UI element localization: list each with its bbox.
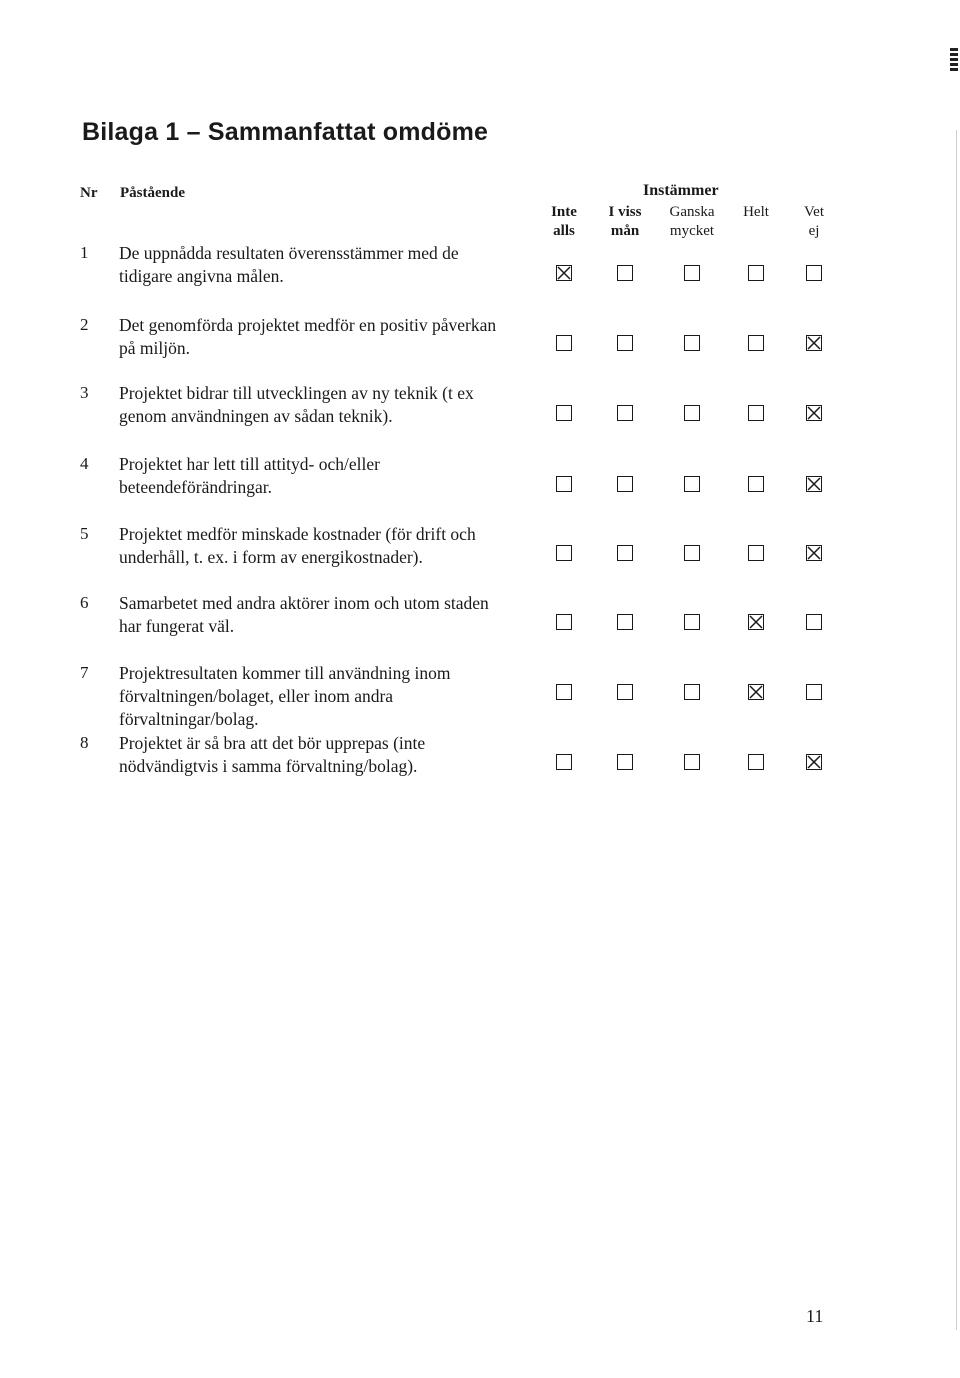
- rating-checkbox-2[interactable]: [617, 684, 633, 700]
- page-number: 11: [806, 1306, 824, 1326]
- rating-checkbox-5[interactable]: [806, 265, 822, 281]
- rating-checkbox-3[interactable]: [684, 265, 700, 281]
- statement-text: Projektet har lett till attityd- och/eller beteendeförändringar.: [119, 454, 380, 497]
- rating-checkbox-5[interactable]: [806, 684, 822, 700]
- rating-checkbox-3[interactable]: [684, 754, 700, 770]
- rating-column-header-5: [774, 203, 854, 241]
- rating-checkbox-2[interactable]: [617, 754, 633, 770]
- rating-checkbox-2[interactable]: [617, 476, 633, 492]
- rating-checkbox-4[interactable]: [748, 265, 764, 281]
- rating-checkbox-5[interactable]: [806, 405, 822, 421]
- row-number: 6: [80, 593, 89, 612]
- rating-column-header-line2: ej: [808, 223, 820, 239]
- rating-checkbox-3[interactable]: [684, 476, 700, 492]
- rating-column-header-line1: Vet: [804, 204, 824, 220]
- rating-checkbox-2[interactable]: [617, 614, 633, 630]
- rating-checkbox-4[interactable]: [748, 754, 764, 770]
- scan-registration-mark: [950, 48, 958, 80]
- checkmark-x-icon: [807, 546, 821, 560]
- checkmark-x-icon: [807, 477, 821, 491]
- row-number: 8: [80, 733, 89, 752]
- rating-checkbox-5[interactable]: [806, 545, 822, 561]
- rating-checkbox-2[interactable]: [617, 545, 633, 561]
- checkmark-x-icon: [557, 266, 571, 280]
- rating-checkbox-4[interactable]: [748, 335, 764, 351]
- scan-edge-line: [956, 130, 957, 1330]
- rating-checkbox-3[interactable]: [684, 335, 700, 351]
- row-number: 7: [80, 663, 89, 682]
- nr-column-header: Nr: [80, 185, 98, 201]
- rating-checkbox-3[interactable]: [684, 405, 700, 421]
- page-title: Bilaga 1 – Sammanfattat omdöme: [82, 118, 489, 146]
- rating-checkbox-2[interactable]: [617, 335, 633, 351]
- rating-checkbox-1[interactable]: [556, 545, 572, 561]
- rating-checkbox-3[interactable]: [684, 614, 700, 630]
- statement-text: Det genomförda projektet medför en positiv påverkan på miljön.: [119, 315, 497, 358]
- row-number: 1: [80, 243, 89, 262]
- rating-checkbox-5[interactable]: [806, 754, 822, 770]
- rating-checkbox-4[interactable]: [748, 405, 764, 421]
- rating-checkbox-1[interactable]: [556, 684, 572, 700]
- statement-text: De uppnådda resultaten överensstämmer med de tidigare angivna målen.: [119, 243, 459, 286]
- rating-checkbox-4[interactable]: [748, 476, 764, 492]
- rating-checkbox-1[interactable]: [556, 265, 572, 281]
- statement-text: Samarbetet med andra aktörer inom och utom staden har fungerat väl.: [119, 593, 489, 636]
- rating-column-header-line1: Inte: [551, 204, 577, 220]
- rating-checkbox-1[interactable]: [556, 754, 572, 770]
- rating-column-header-line1: Ganska: [669, 204, 715, 220]
- rating-column-header-line2: mån: [610, 223, 640, 239]
- row-number: 2: [80, 315, 89, 334]
- rating-checkbox-2[interactable]: [617, 405, 633, 421]
- statement-column-header: Påstående: [120, 185, 185, 201]
- rating-checkbox-1[interactable]: [556, 476, 572, 492]
- rating-checkbox-1[interactable]: [556, 614, 572, 630]
- checkmark-x-icon: [749, 685, 763, 699]
- rating-checkbox-2[interactable]: [617, 265, 633, 281]
- row-number: 4: [80, 454, 89, 473]
- statement-text: Projektet är så bra att det bör upprepas (inte nödvändigtvis i samma förvaltning/bolag).: [119, 733, 426, 776]
- rating-checkbox-3[interactable]: [684, 684, 700, 700]
- statement-text: Projektresultaten kommer till användning inom förvaltningen/bolaget, eller inom andra förvaltningar/bolag.: [119, 663, 451, 729]
- rating-checkbox-1[interactable]: [556, 335, 572, 351]
- statement-text: Projektet bidrar till utvecklingen av ny teknik (t ex genom användningen av sådan teknik).: [119, 383, 474, 426]
- checkmark-x-icon: [749, 615, 763, 629]
- row-number: 5: [80, 524, 89, 543]
- rating-checkbox-4[interactable]: [748, 545, 764, 561]
- rating-checkbox-5[interactable]: [806, 476, 822, 492]
- rating-column-header-line1: I viss: [608, 204, 642, 220]
- rating-checkbox-1[interactable]: [556, 405, 572, 421]
- statement-text: Projektet medför minskade kostnader (för drift och underhåll, t. ex. i form av energikostnader).: [119, 524, 476, 567]
- rating-checkbox-5[interactable]: [806, 614, 822, 630]
- rating-column-header-line2: mycket: [669, 223, 715, 239]
- checkmark-x-icon: [807, 755, 821, 769]
- rating-checkbox-3[interactable]: [684, 545, 700, 561]
- rating-checkbox-5[interactable]: [806, 335, 822, 351]
- agree-group-header: Instämmer: [643, 182, 719, 199]
- checkmark-x-icon: [807, 406, 821, 420]
- rating-checkbox-4[interactable]: [748, 614, 764, 630]
- rating-column-header-line2: alls: [553, 223, 575, 239]
- row-number: 3: [80, 383, 89, 402]
- rating-column-header-line1: Helt: [743, 204, 769, 220]
- rating-checkbox-4[interactable]: [748, 684, 764, 700]
- checkmark-x-icon: [807, 336, 821, 350]
